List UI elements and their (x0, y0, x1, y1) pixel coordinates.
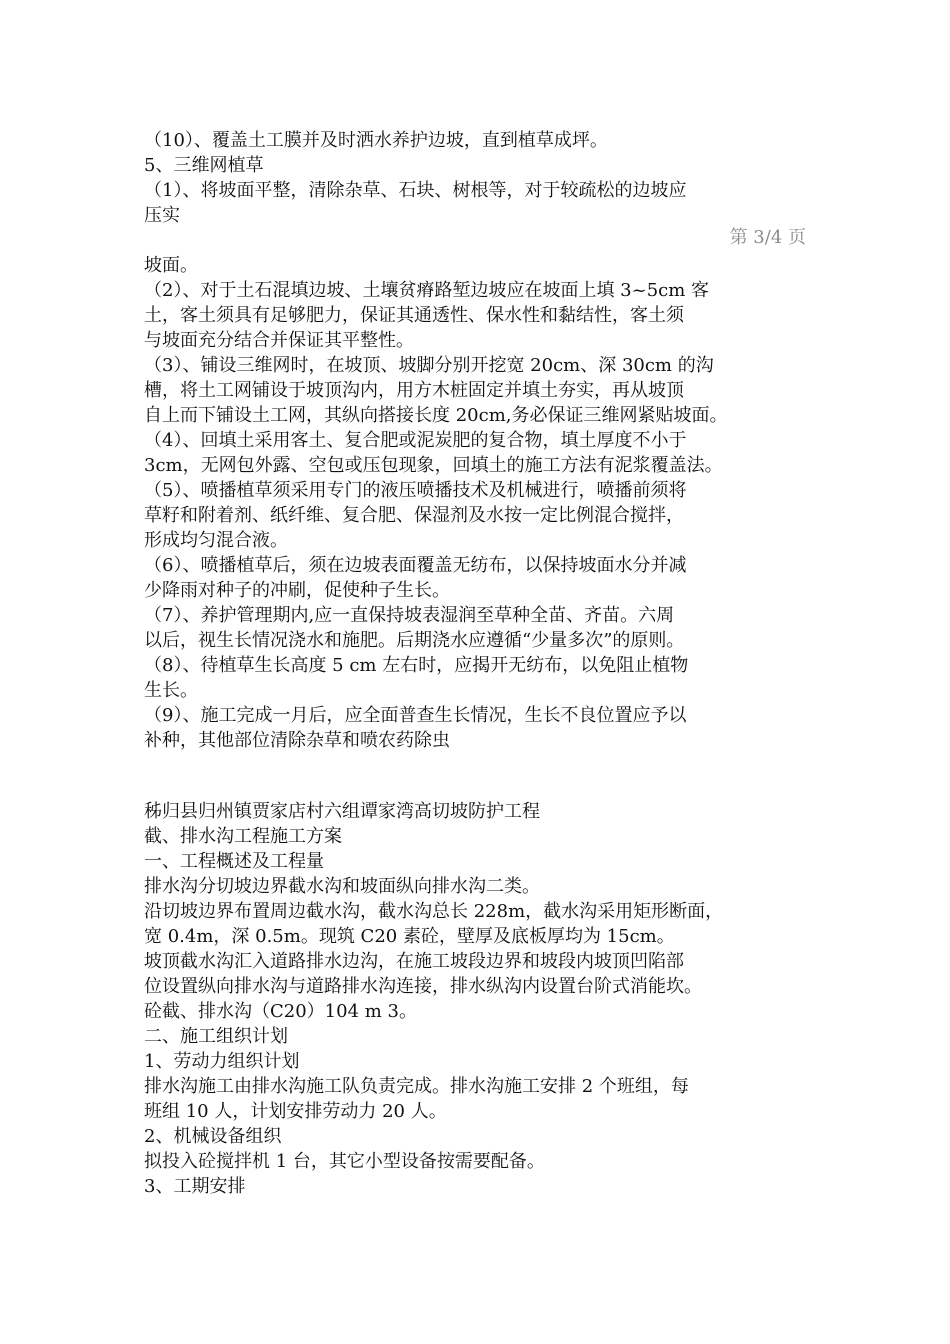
text-line: 自上而下铺设土工网，其纵向搭接长度 20cm,务必保证三维网紧贴坡面。 (144, 405, 728, 426)
text-line: 1、劳动力组织计划 (144, 1051, 300, 1072)
text-line: 槽，将土工网铺设于坡顶沟内，用方木桩固定并填土夯实，再从坡顶 (144, 380, 684, 401)
text-line: （6）、喷播植草后，须在边坡表面覆盖无纺布，以保持坡面水分并减 (144, 555, 687, 576)
text-line: 3cm，无网包外露、空包或压包现象，回填土的施工方法有泥浆覆盖法。 (144, 455, 723, 476)
text-line: 排水沟分切坡边界截水沟和坡面纵向排水沟二类。 (144, 876, 540, 897)
text-line: 补种，其他部位清除杂草和喷农药除虫 (144, 730, 450, 751)
text-line: 坡顶截水沟汇入道路排水边沟，在施工坡段边界和坡段内坡顶凹陷部 (144, 951, 684, 972)
text-line: 压实 (144, 205, 180, 226)
page-number: 第 3/4 页 (729, 227, 806, 248)
text-line: 少降雨对种子的冲刷，促使种子生长。 (144, 580, 450, 601)
text-line: （10）、覆盖土工膜并及时洒水养护边坡，直到植草成坪。 (144, 130, 608, 151)
text-line: 砼截、排水沟（C20）104 m 3。 (144, 1001, 417, 1022)
section-bottom-lines (144, 799, 814, 1199)
section-top-lines (144, 128, 814, 228)
text-line: （2）、对于土石混填边坡、土壤贫瘠路堑边坡应在坡面上填 3~5cm 客 (144, 280, 710, 301)
text-line: 2、机械设备组织 (144, 1126, 282, 1147)
text-line: （9）、施工完成一月后，应全面普查生长情况，生长不良位置应予以 (144, 705, 687, 726)
text-line: （8）、待植草生长高度 5 cm 左右时，应揭开无纺布，以免阻止植物 (144, 655, 689, 676)
text-line: （3）、铺设三维网时，在坡顶、坡脚分别开挖宽 20cm、深 30cm 的沟 (144, 355, 714, 376)
text-line: 土，客土须具有足够肥力，保证其通透性、保水性和黏结性，客土须 (144, 305, 684, 326)
text-line: 截、排水沟工程施工方案 (144, 826, 342, 847)
text-line: （5）、喷播植草须采用专门的液压喷播技术及机械进行，喷播前须将 (144, 480, 687, 501)
text-line: （1）、将坡面平整，清除杂草、石块、树根等，对于较疏松的边坡应 (144, 180, 687, 201)
text-line: 二、施工组织计划 (144, 1026, 288, 1047)
text-line: 排水沟施工由排水沟施工队负责完成。排水沟施工安排 2 个班组，每 (144, 1076, 689, 1097)
text-line: 草籽和附着剂、纸纤维、复合肥、保湿剂及水按一定比例混合搅拌， (144, 505, 684, 526)
text-line: 形成均匀混合液。 (144, 530, 288, 551)
text-line: 与坡面充分结合并保证其平整性。 (144, 330, 414, 351)
text-line: （7）、养护管理期内,应一直保持坡表湿润至草种全苗、齐苗。六周 (144, 605, 675, 626)
text-line: 拟投入砼搅拌机 1 台，其它小型设备按需要配备。 (144, 1151, 545, 1172)
text-line: 位设置纵向排水沟与道路排水沟连接，排水纵沟内设置台阶式消能坎。 (144, 976, 702, 997)
text-line: 坡面。 (144, 255, 198, 276)
text-line: 生长。 (144, 680, 198, 701)
text-line: 5、三维网植草 (144, 155, 264, 176)
text-line: 班组 10 人，计划安排劳动力 20 人。 (144, 1101, 447, 1122)
text-line: （4）、回填土采用客土、复合肥或泥炭肥的复合物，填土厚度不小于 (144, 430, 687, 451)
text-line: 以后，视生长情况浇水和施肥。后期浇水应遵循“少量多次”的原则。 (144, 630, 685, 651)
section-middle-lines (144, 253, 814, 753)
text-line: 一、工程概述及工程量 (144, 851, 324, 872)
text-line: 沿切坡边界布置周边截水沟，截水沟总长 228m，截水沟采用矩形断面， (144, 901, 724, 922)
text-line: 秭归县归州镇贾家店村六组谭家湾高切坡防护工程 (144, 801, 540, 822)
text-line: 宽 0.4m，深 0.5m。现筑 C20 素砼，壁厚及底板厚均为 15cm。 (144, 926, 675, 947)
text-line: 3、工期安排 (144, 1176, 246, 1197)
